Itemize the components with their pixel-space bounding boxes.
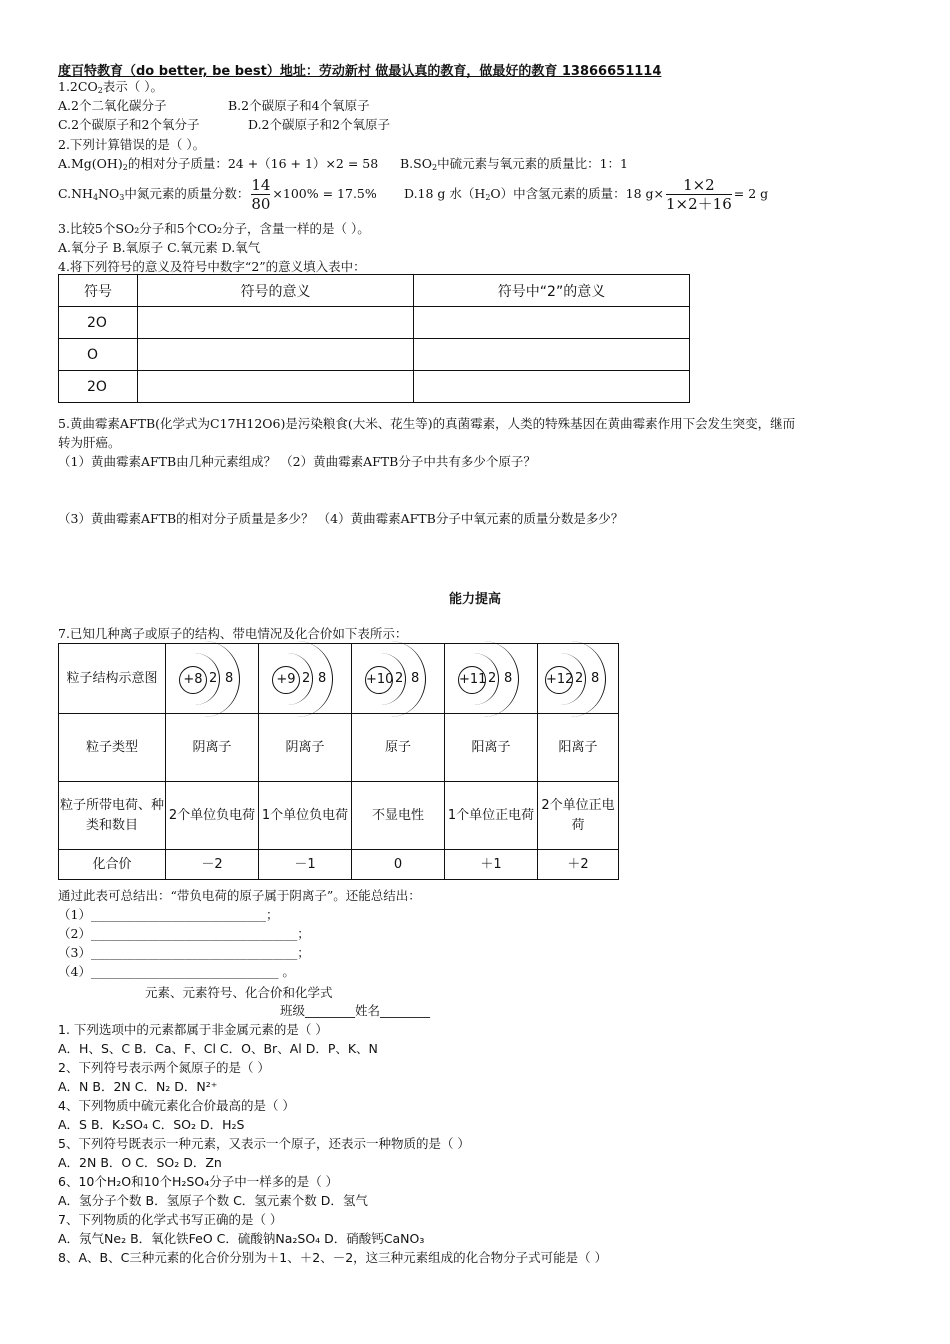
answer-blank[interactable]: （3）_________________________________；	[58, 945, 310, 960]
q1-option-d: D.2个碳原子和2个氧原子	[248, 117, 390, 132]
particle-valence: 0	[352, 850, 445, 880]
table-row	[59, 339, 690, 371]
answer-cell[interactable]	[414, 339, 690, 371]
structure-diagram: +8 2 8	[166, 644, 259, 714]
table-header-symbol: 符号	[59, 275, 138, 307]
answer-blank[interactable]: （1）____________________________；	[58, 907, 279, 922]
structure-diagram: +9 2 8	[259, 644, 352, 714]
part2-line: A．氖气Ne₂ B．氧化铁FeO C．硫酸钠Na₂SO₄ D．硝酸钙CaNO₃	[58, 1231, 425, 1246]
particle-valence: ＋2	[538, 850, 619, 880]
part2-line: 8、A、B、C三种元素的化合价分别为＋1、＋2、－2，这三种元素组成的化合物分子式可能是（ ）	[58, 1250, 608, 1265]
answer-blank[interactable]: （2）_________________________________；	[58, 926, 310, 941]
fraction-d: $\frac{1\times 2}{1\times 2+16}$	[666, 176, 732, 213]
part2-line: 6、10个H₂O和10个H₂SO₄分子中一样多的是（ ）	[58, 1174, 339, 1189]
particle-type: 阴离子	[259, 714, 352, 782]
row-label-type: 粒子类型	[59, 714, 166, 782]
particle-type: 阳离子	[538, 714, 619, 782]
part2-line: A．S B．K₂SO₄ C．SO₂ D．H₂S	[58, 1117, 245, 1132]
table-row	[59, 371, 690, 403]
part2-line: A．氢分子个数 B．氢原子个数 C．氢元素个数 D．氢气	[58, 1193, 368, 1208]
fraction-c: $\frac{14}{80}$	[251, 176, 271, 213]
part2-line: 5、下列符号既表示一种元素，又表示一个原子，还表示一种物质的是（ ）	[58, 1136, 470, 1151]
answer-cell[interactable]	[414, 371, 690, 403]
q4-stem: 4.将下列符号的意义及符号中数字“2”的意义填入表中：	[58, 259, 366, 274]
particle-valence: ＋1	[445, 850, 538, 880]
structure-diagram: +11 2 8	[445, 644, 538, 714]
table-header-two-meaning: 符号中“2”的意义	[414, 275, 690, 307]
q1-stem: $1.2CO_2$表示（ ）。	[58, 79, 164, 95]
part2-line: 1. 下列选项中的元素都属于非金属元素的是（ ）	[58, 1022, 328, 1037]
q3-stem: 3.比较5个SO₂分子和5个CO₂分子，含量一样的是（ ）。	[58, 221, 370, 236]
q2-option-d: D.18 g 水$(H_2O)$中含氢元素的质量：18 g× $\frac{1\times 2}{1\times 2+16}$ = 2 g	[404, 176, 769, 213]
part2-line: 7、下列物质的化学式书写正确的是（ ）	[58, 1212, 283, 1227]
q7-stem: 7.已知几种离子或原子的结构、带电情况及化合价如下表所示：	[58, 626, 408, 641]
particle-valence: －2	[166, 850, 259, 880]
particle-charge: 不显电性	[352, 782, 445, 850]
q5-sub-12: （1）黄曲霉素AFTB由几种元素组成？ （2）黄曲霉素AFTB分子中共有多少个原子？	[58, 454, 536, 469]
structure-diagram: +12 2 8	[538, 644, 619, 714]
answer-cell[interactable]	[138, 339, 414, 371]
q2-option-c: $C.NH_4NO_3$中氮元素的质量分数： $\frac{14}{80}$ ×100% = 17.5%	[58, 176, 377, 213]
particle-charge: 2个单位正电荷	[538, 782, 619, 850]
part2-line: 4、下列物质中硫元素化合价最高的是（ ）	[58, 1098, 295, 1113]
part2-line: A．N B．2N C．N₂ D．N²⁺	[58, 1079, 218, 1094]
part2-line: 2、下列符号表示两个氮原子的是（ ）	[58, 1060, 270, 1075]
q7-conclusion: 通过此表可总结出：“带负电荷的原子属于阴离子”。还能总结出：	[58, 888, 421, 903]
symbol-cell: 2O	[59, 371, 138, 403]
table-header-meaning: 符号的意义	[138, 275, 414, 307]
symbol-meaning-table	[58, 274, 690, 403]
page-header: 度百特教育（do better, be best）地址：劳动新村 做最认真的教育，做最好的教育 13866651114	[58, 64, 662, 79]
q1-option-a: A.2个二氧化碳分子	[58, 98, 167, 113]
structure-diagram: +10 2 8	[352, 644, 445, 714]
answer-cell[interactable]	[138, 371, 414, 403]
answer-cell[interactable]	[138, 307, 414, 339]
q1-option-b: B.2个碳原子和4个氧原子	[228, 98, 370, 113]
q5-line2: 转为肝癌。	[58, 435, 121, 450]
answer-cell[interactable]	[414, 307, 690, 339]
part2-line: A．H、S、C B．Ca、F、Cl C．O、Br、Al D．P、K、N	[58, 1041, 378, 1056]
particle-charge: 2个单位负电荷	[166, 782, 259, 850]
table-row	[59, 307, 690, 339]
symbol-cell: O	[59, 339, 138, 371]
row-label-valence: 化合价	[59, 850, 166, 880]
q5-line1: 5.黄曲霉素AFTB(化学式为C17H12O6)是污染粮食(大米、花生等)的真菌霉素，人类的特殊基因在黄曲霉素作用下会发生突变，继而	[58, 416, 796, 431]
row-label-structure: 粒子结构示意图	[59, 644, 166, 714]
symbol-cell: 2O	[59, 307, 138, 339]
particle-type: 阴离子	[166, 714, 259, 782]
answer-blank[interactable]: （4）______________________________ 。	[58, 964, 295, 979]
particle-charge: 1个单位负电荷	[259, 782, 352, 850]
particle-charge: 1个单位正电荷	[445, 782, 538, 850]
particle-type: 阳离子	[445, 714, 538, 782]
section-title: 能力提高	[448, 592, 501, 607]
particle-valence: －1	[259, 850, 352, 880]
q1-option-c: C.2个碳原子和2个氧分子	[58, 117, 200, 132]
q3-options: A.氧分子 B.氧原子 C.氧元素 D.氧气	[58, 240, 261, 255]
particle-type: 原子	[352, 714, 445, 782]
class-name-line: 班级________姓名________	[280, 1003, 431, 1018]
q5-sub-34: （3）黄曲霉素AFTB的相对分子质量是多少？ （4）黄曲霉素AFTB分子中氧元素的质量分数是多少？	[58, 511, 624, 526]
q2-stem: 2.下列计算错误的是（ ）。	[58, 137, 206, 152]
particle-table	[58, 643, 619, 880]
part2-line: A．2N B．O C．SO₂ D．Zn	[58, 1155, 222, 1170]
q2-option-a: $A.Mg(OH)_2$的相对分子质量：24 +（16 + 1）×2 = 58	[58, 156, 379, 172]
row-label-charge: 粒子所带电荷、种类和数目	[59, 782, 166, 850]
part2-title: 元素、元素符号、化合价和化学式	[145, 985, 333, 1000]
q2-option-b: $B.SO_2$中硫元素与氧元素的质量比：1：1	[400, 156, 628, 172]
